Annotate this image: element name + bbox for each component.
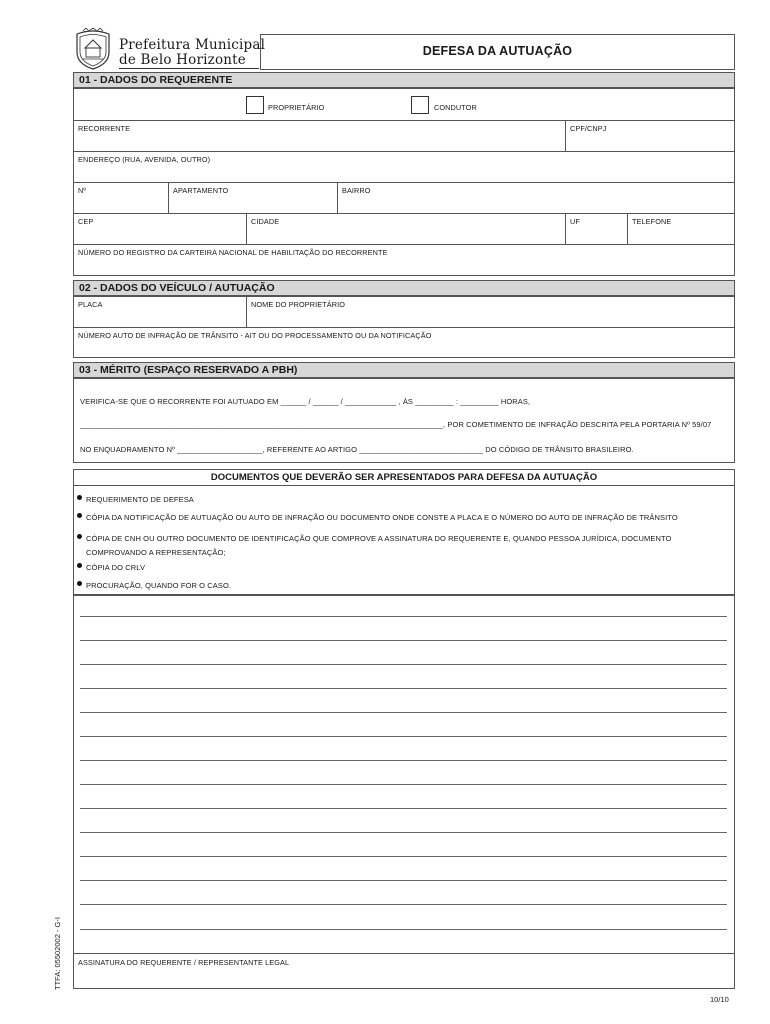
bullet-icon <box>77 513 82 518</box>
document-item: PROCURAÇÃO, QUANDO FOR O CASO. <box>86 581 232 590</box>
divider <box>73 120 735 121</box>
section2-title: 02 - DADOS DO VEÍCULO / AUTUAÇÃO <box>79 282 275 294</box>
documents-frame <box>73 469 735 595</box>
divider <box>565 120 566 151</box>
bullet-icon <box>77 563 82 568</box>
writing-line <box>80 808 727 809</box>
merito-line2: _____________________________________________________________________________________, POR COMETIMENTO DE INFRAÇÃO DESCRITA PELA PORTARIA Nº 59/07 <box>80 420 712 429</box>
numero-label: Nº <box>78 186 87 195</box>
apartamento-label: APARTAMENTO <box>173 186 229 195</box>
divider <box>627 213 628 244</box>
document-item: CÓPIA DA NOTIFICAÇÃO DE AUTUAÇÃO OU AUTO DE INFRAÇÃO OU DOCUMENTO ONDE CONSTE A PLACA E O NÚMERO DO AUTO DE INFRAÇÃO DE TRÂNSITO <box>86 513 678 522</box>
divider <box>73 327 735 328</box>
driver-label: CONDUTOR <box>434 103 477 112</box>
writing-line <box>80 880 727 881</box>
proprietario-label: NOME DO PROPRIETÁRIO <box>251 300 346 309</box>
document-item: REQUERIMENTO DE DEFESA <box>86 495 194 504</box>
owner-label: PROPRIETÁRIO <box>268 103 325 112</box>
coat-of-arms-icon <box>73 28 113 70</box>
documents-title: DOCUMENTOS QUE DEVERÃO SER APRESENTADOS PARA DEFESA DA AUTUAÇÃO <box>210 472 598 483</box>
writing-line <box>80 904 727 905</box>
documents-header <box>73 469 735 486</box>
form-code: TTFA: 05502002 - G-I <box>53 917 62 990</box>
endereco-label: ENDEREÇO (RUA, AVENIDA, OUTRO) <box>78 155 211 164</box>
signature-divider <box>73 953 735 954</box>
auto-label: NÚMERO AUTO DE INFRAÇÃO DE TRÂNSITO - AIT OU DO PROCESSAMENTO OU DA NOTIFICAÇÃO <box>78 331 432 340</box>
form-title: DEFESA DA AUTUAÇÃO <box>422 44 573 58</box>
writing-line <box>80 712 727 713</box>
writing-line <box>80 736 727 737</box>
divider <box>168 182 169 213</box>
document-item: CÓPIA DO CRLV <box>86 563 146 572</box>
divider <box>246 296 247 327</box>
org-underline <box>119 68 259 69</box>
document-item-continuation: COMPROVANDO A REPRESENTAÇÃO; <box>86 548 226 557</box>
document-item: CÓPIA DE CNH OU OUTRO DOCUMENTO DE IDENTIFICAÇÃO QUE COMPROVE A ASSINATURA DO REQUERENTE E, QUANDO PESSOA JURÍDICA, DOCUMENTO <box>86 534 672 543</box>
writing-line <box>80 856 727 857</box>
placa-label: PLACA <box>78 300 103 309</box>
writing-line <box>80 929 727 930</box>
bullet-icon <box>77 581 82 586</box>
cidade-label: CIDADE <box>251 217 280 226</box>
writing-line <box>80 784 727 785</box>
writing-line <box>80 832 727 833</box>
divider <box>73 244 735 245</box>
section3-header <box>73 362 735 378</box>
form-title-box <box>260 34 735 70</box>
bairro-label: BAIRRO <box>342 186 371 195</box>
cep-label: CEP <box>78 217 94 226</box>
writing-line <box>80 640 727 641</box>
divider <box>337 182 338 213</box>
org-name-line1: Prefeitura Municipal <box>119 37 266 53</box>
telefone-label: TELEFONE <box>632 217 672 226</box>
city-logo <box>73 28 266 70</box>
page-number: 10/10 <box>710 995 729 1004</box>
divider <box>73 151 735 152</box>
cpf-cnpj-label: CPF/CNPJ <box>570 124 607 133</box>
divider <box>73 213 735 214</box>
driver-checkbox[interactable] <box>411 96 429 114</box>
divider <box>73 182 735 183</box>
divider <box>246 213 247 244</box>
org-name-line2: de Belo Horizonte <box>119 52 246 68</box>
bullet-icon <box>77 495 82 500</box>
merito-line3: NO ENQUADRAMENTO Nº ____________________, REFERENTE AO ARTIGO _____________________________ DO CÓDIGO DE TRÂNSITO BRASILEIRO. <box>80 445 634 454</box>
writing-line <box>80 664 727 665</box>
writing-line <box>80 616 727 617</box>
section3-title: 03 - MÉRITO (ESPAÇO RESERVADO A PBH) <box>79 364 298 376</box>
writing-line <box>80 688 727 689</box>
recorrente-label: RECORRENTE <box>78 124 131 133</box>
owner-checkbox[interactable] <box>246 96 264 114</box>
uf-label: UF <box>570 217 580 226</box>
divider <box>565 213 566 244</box>
bullet-icon <box>77 534 82 539</box>
section1-header <box>73 72 735 88</box>
section1-title: 01 - DADOS DO REQUERENTE <box>79 74 233 86</box>
writing-line <box>80 760 727 761</box>
merito-line1: VERIFICA-SE QUE O RECORRENTE FOI AUTUADO EM ______ / ______ / ____________ , ÀS _________ : _________ HORAS, <box>80 397 531 406</box>
section2-header <box>73 280 735 296</box>
signature-label: ASSINATURA DO REQUERENTE / REPRESENTANTE LEGAL <box>78 958 290 967</box>
cnh-label: NÚMERO DO REGISTRO DA CARTEIRA NACIONAL DE HABILITAÇÃO DO RECORRENTE <box>78 248 388 257</box>
